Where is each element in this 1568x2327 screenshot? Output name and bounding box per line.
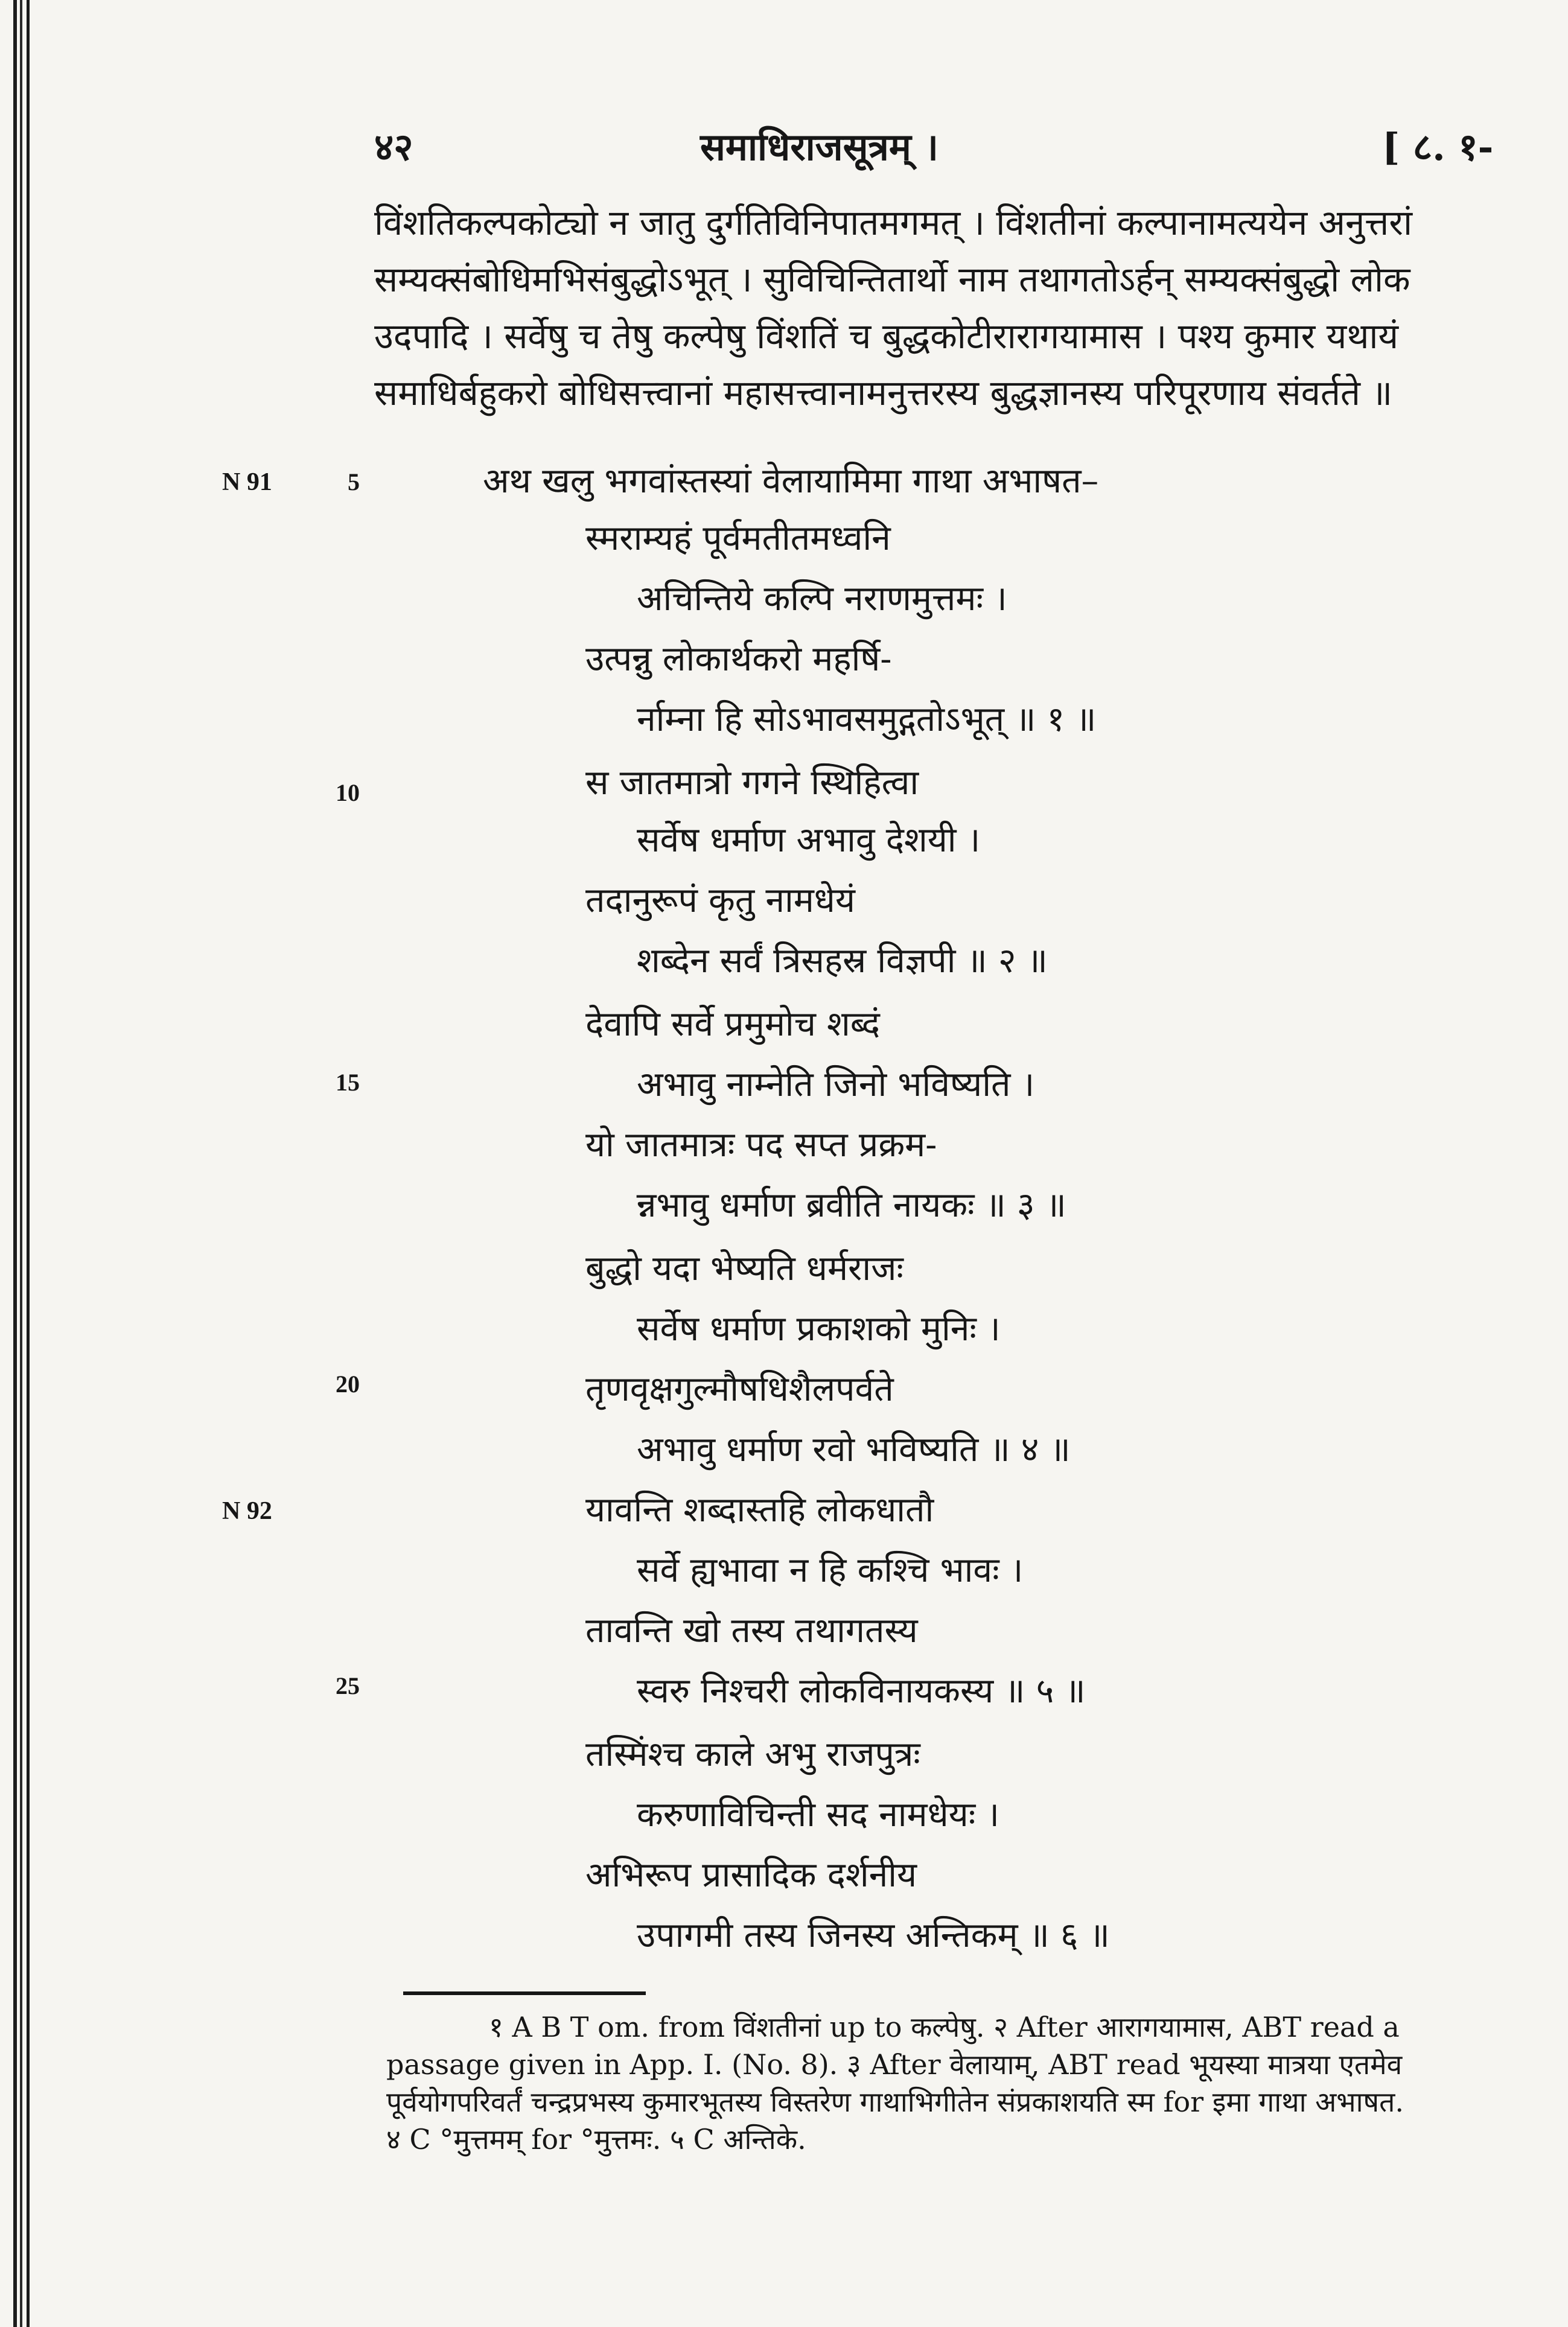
footnote-divider [403, 1991, 646, 1995]
margin-ref-n91: N 91 [222, 468, 272, 496]
verse-line: अचिन्तिये कल्पि नराणमुत्तमः । [637, 579, 1007, 619]
line-number-10: 10 [336, 779, 360, 806]
section-reference: [ ८. १- [1382, 125, 1494, 169]
verse-line: सर्वेष धर्माण अभावु देशयी । [637, 820, 981, 860]
verse-line: सर्वेष धर्माण प्रकाशको मुनिः । [637, 1309, 1001, 1349]
verse-line: तावन्ति खो तस्य तथागतस्य [585, 1611, 918, 1651]
footnote-line: १ A B T om. from विंशतीनां up to कल्पेषु. २ After आरागयामास, ABT read a [489, 2011, 1400, 2043]
verse-line: सर्वे ह्यभावा न हि कश्चि भावः । [637, 1550, 1024, 1590]
verse-line: अभावु नाम्नेति जिनो भविष्यति । [637, 1065, 1035, 1104]
line-number-20: 20 [336, 1370, 360, 1398]
verse-line: शब्देन सर्वं त्रिसहस्र विज्ञपी ॥ २ ॥ [637, 941, 1048, 981]
footnote-line: passage given in App. I. (No. 8). ३ After वेलायाम्, ABT read भूयस्या मात्रया एतमेव [386, 2048, 1403, 2081]
verse-line: अभिरूप प्रासादिक दर्शनीय [585, 1855, 917, 1895]
verse-intro: अथ खलु भगवांस्तस्यां वेलायामिमा गाथा अभाषत– [483, 461, 1099, 501]
verse-line: अभावु धर्माण रवो भविष्यति ॥ ४ ॥ [637, 1430, 1071, 1469]
line-number-25: 25 [336, 1672, 360, 1699]
prose-line: उदपादि । सर्वेषु च तेषु कल्पेषु विंशतिं च बुद्धकोटीरारागयामास । पश्य कुमार यथायं [374, 316, 1399, 357]
verse-line: देवापि सर्वे प्रमुमोच शब्दं [585, 1004, 881, 1044]
margin-ref-n92: N 92 [222, 1497, 272, 1525]
verse-line: स्वरु निश्चरी लोकविनायकस्य ॥ ५ ॥ [637, 1671, 1086, 1711]
verse-line: स्मराम्यहं पूर्वमतीतमध्वनि [585, 518, 891, 558]
page-binding-edge [13, 0, 34, 2327]
verse-line: र्नाम्ना हि सोऽभावसमुद्गतोऽभूत् ॥ १ ॥ [637, 699, 1097, 739]
line-number-5: 5 [348, 468, 360, 495]
prose-paragraph [374, 202, 1527, 422]
verse-line: न्नभावु धर्माण ब्रवीति नायकः ॥ ३ ॥ [637, 1185, 1066, 1225]
page-title: समाधिराजसूत्रम् । [700, 125, 939, 169]
prose-line: समाधिर्बहुकरो बोधिसत्त्वानां महासत्त्वानामनुत्तरस्य बुद्धज्ञानस्य परिपूरणाय संवर्तते ॥ [374, 372, 1393, 413]
prose-line: विंशतिकल्पकोट्यो न जातु दुर्गतिविनिपातमगमत् । विंशतीनां कल्पानामत्ययेन अनुत्तरां [374, 202, 1412, 243]
verse-line: उत्पन्नु लोकार्थकरो महर्षि- [585, 639, 892, 679]
verse-line: तदानुरूपं कृतु नामधेयं [585, 880, 855, 920]
verse-line: तस्मिंश्च काले अभु राजपुत्रः [585, 1734, 920, 1774]
footnotes [386, 2010, 1533, 2166]
verse-line: करुणाविचिन्ती सद नामधेयः । [637, 1795, 999, 1835]
verse-line: तृणवृक्षगुल्मौषधिशैलपर्वते [585, 1369, 894, 1409]
verse-line: यावन्ति शब्दास्तहि लोकधातौ [585, 1490, 934, 1530]
verse-line: बुद्धो यदा भेष्यति धर्मराजः [585, 1249, 904, 1288]
verse-line: यो जातमात्रः पद सप्त प्रक्रम- [585, 1125, 937, 1165]
verse-line: स जातमात्रो गगने स्थिहित्वा [585, 763, 919, 803]
running-header [0, 121, 1568, 175]
prose-line: सम्यक्संबोधिमभिसंबुद्धोऽभूत् । सुविचिन्तितार्थो नाम तथागतोऽर्हन् सम्यक्संबुद्धो लोक [374, 259, 1410, 300]
page-number: ४२ [374, 125, 413, 169]
footnote-line: पूर्वयोगपरिवर्तं चन्द्रप्रभस्य कुमारभूतस्य विस्तरेण गाथाभिगीतेन संप्रकाशयति स्म for इमा गाथा अभाषत. [386, 2086, 1404, 2118]
footnote-line: ४ C °मुत्तमम् for °मुत्तमः. ५ C अन्तिके. [386, 2123, 806, 2156]
verse-line: उपागमी तस्य जिनस्य अन्तिकम् ॥ ६ ॥ [637, 1915, 1110, 1955]
line-number-15: 15 [336, 1069, 360, 1096]
